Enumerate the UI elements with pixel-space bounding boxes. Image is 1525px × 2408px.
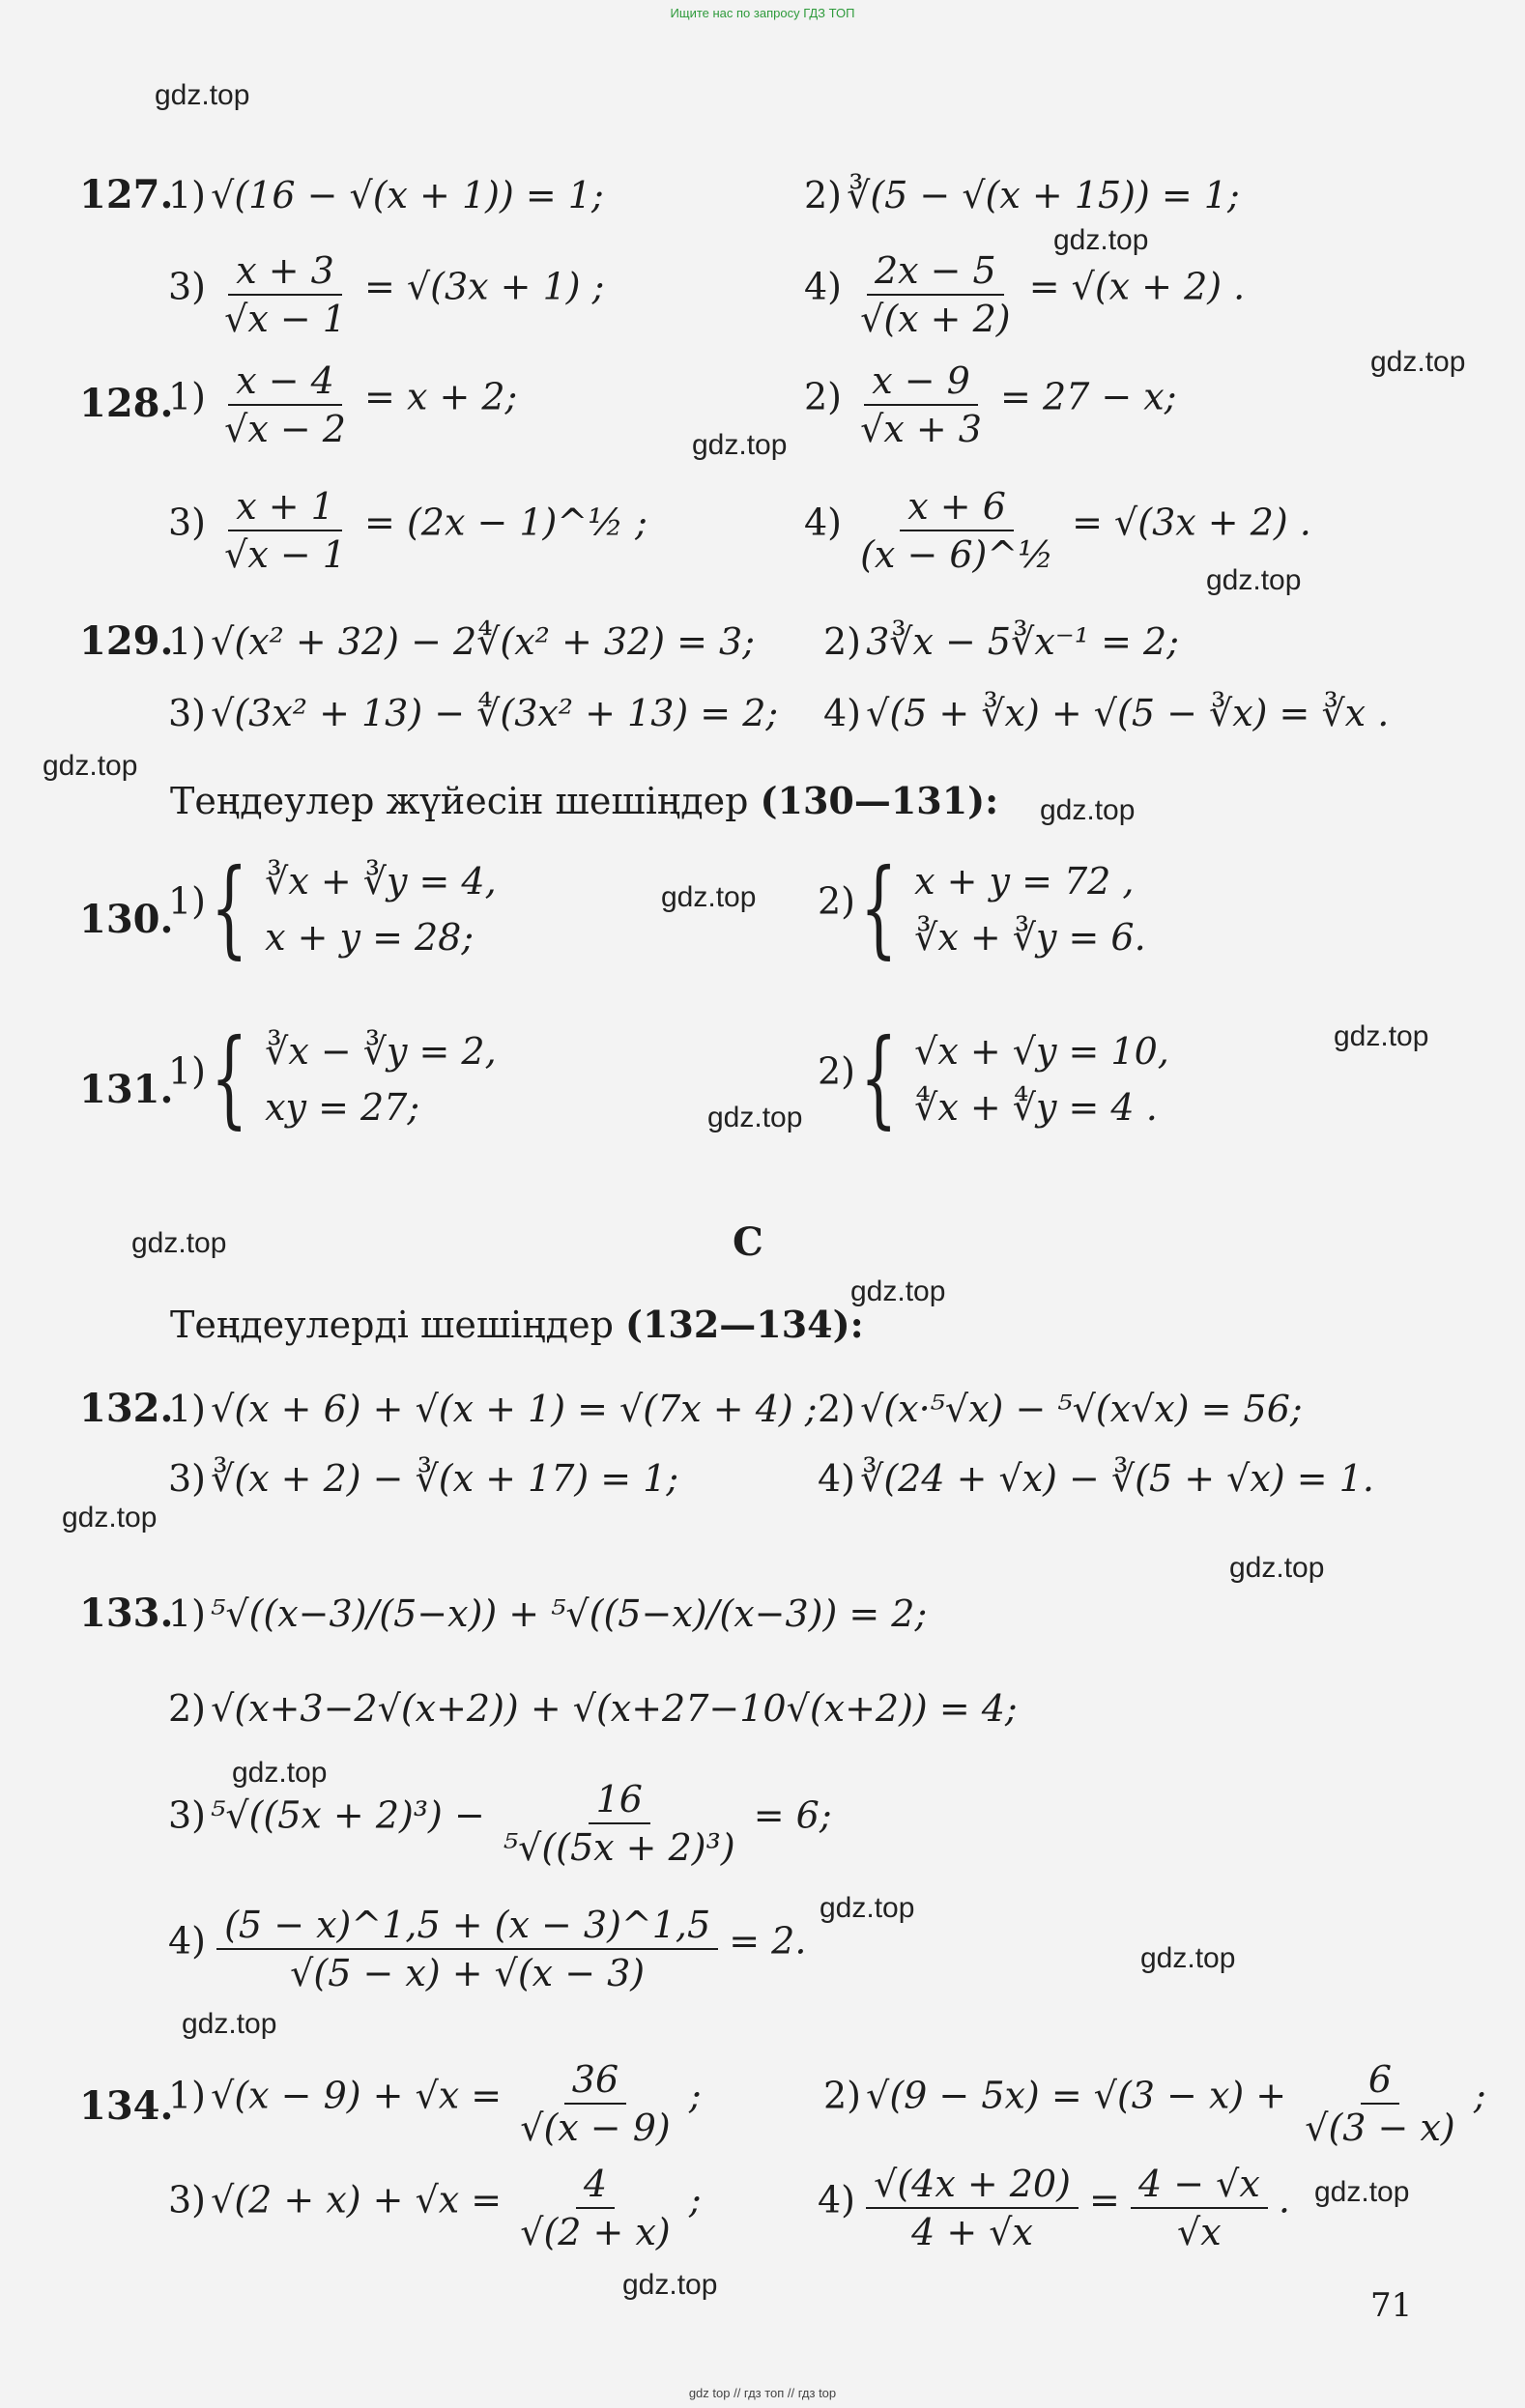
denominator: √x − 2 xyxy=(224,408,346,450)
part-label: 3) xyxy=(168,1457,207,1500)
numerator: (5 − x)^1,5 + (x − 3)^1,5 xyxy=(216,1904,718,1950)
heading-range: (130—131): xyxy=(760,779,999,822)
problem-number: 134. xyxy=(79,2083,174,2129)
watermark: gdz.top xyxy=(820,1892,915,1924)
section-heading xyxy=(170,1303,864,1346)
part-label: 1) xyxy=(168,2074,207,2117)
equation: ⁵√((x−3)/(5−x)) + ⁵√((5−x)/(x−3)) = 2; xyxy=(211,1592,928,1635)
problem-128-part-1 xyxy=(168,359,517,450)
equation: ∛(x + 2) − ∛(x + 17) = 1; xyxy=(211,1457,679,1500)
equation-rhs: ; xyxy=(688,2178,702,2222)
denominator: ⁵√((5x + 2)³) xyxy=(503,1826,735,1869)
denominator: √(3 − x) xyxy=(1305,2107,1455,2149)
problem-129-part-3 xyxy=(168,692,778,734)
problem-133-part-2 xyxy=(168,1687,1018,1730)
top-banner[interactable]: Ищите нас по запросу ГДЗ ТОП xyxy=(670,6,855,20)
problem-134-part-3 xyxy=(168,2163,702,2253)
problem-127-part-1 xyxy=(168,174,604,216)
part-label: 2) xyxy=(168,1687,207,1730)
fraction xyxy=(1297,2058,1462,2149)
watermark: gdz.top xyxy=(692,429,788,461)
problem-number: 127. xyxy=(79,172,174,217)
problem-number: 131. xyxy=(79,1067,174,1112)
part-label: 1) xyxy=(168,620,207,663)
equation: √(3x² + 13) − ∜(3x² + 13) = 2; xyxy=(211,692,779,734)
denominator: √(x + 2) xyxy=(860,298,1011,340)
part-label: 4) xyxy=(818,2178,856,2222)
problem-132-part-2 xyxy=(818,1388,1303,1430)
equation-rhs: ; xyxy=(688,2074,702,2117)
numerator: x + 6 xyxy=(900,485,1014,531)
watermark: gdz.top xyxy=(232,1757,328,1789)
watermark: gdz.top xyxy=(1314,2176,1410,2208)
equation: √(x − 9) + √x = xyxy=(211,2074,503,2117)
fraction xyxy=(852,359,990,450)
denominator: 4 + √x xyxy=(911,2211,1033,2253)
denominator: (x − 6)^½ xyxy=(860,533,1054,576)
problem-134-part-2 xyxy=(823,2058,1486,2149)
system-line: √x + √y = 10, xyxy=(914,1030,1169,1073)
watermark: gdz.top xyxy=(43,750,138,782)
problem-133-part-4 xyxy=(168,1904,806,1994)
equation-rhs: = √(3x + 1) ; xyxy=(364,265,605,308)
system-line: xy = 27; xyxy=(265,1086,420,1129)
numerator: x + 1 xyxy=(228,485,342,531)
part-label: 1) xyxy=(168,1592,207,1635)
denominator: √x − 1 xyxy=(224,298,346,340)
numerator: 2x − 5 xyxy=(867,249,1004,296)
denominator: √x − 1 xyxy=(224,533,346,576)
watermark: gdz.top xyxy=(707,1102,803,1133)
section-heading xyxy=(170,779,998,822)
equation-rhs: = 27 − x; xyxy=(1000,375,1177,418)
equation-system xyxy=(211,1016,497,1139)
equation-rhs: = (2x − 1)^½ ; xyxy=(364,501,647,544)
watermark: gdz.top xyxy=(850,1276,946,1307)
equation: √(5 + ∛x) + √(5 − ∛x) = ∛x . xyxy=(866,692,1390,734)
denominator: √x + 3 xyxy=(860,408,982,450)
equation-rhs: = √(3x + 2) . xyxy=(1072,501,1311,544)
equation: √(2 + x) + √x = xyxy=(211,2178,503,2222)
equation-rhs: = 6; xyxy=(753,1793,832,1837)
problem-130-part-1 xyxy=(168,846,497,969)
problem-134-part-1 xyxy=(168,2058,702,2149)
part-label: 2) xyxy=(818,1388,856,1430)
fraction xyxy=(496,1778,743,1869)
fraction xyxy=(866,2163,1079,2253)
numerator: x + 3 xyxy=(228,249,342,296)
footer-links[interactable]: gdz top // гдз топ // гдз top xyxy=(688,2386,837,2400)
system-line: x + y = 28; xyxy=(265,916,475,959)
part-label: 2) xyxy=(804,375,843,418)
equation-rhs: = 2. xyxy=(729,1919,807,1963)
equation: 3∛x − 5∛x⁻¹ = 2; xyxy=(866,620,1180,663)
numerator: x − 9 xyxy=(864,359,978,406)
watermark: gdz.top xyxy=(1229,1552,1325,1584)
problem-131-part-2 xyxy=(818,1016,1169,1139)
equation: ∛(24 + √x) − ∛(5 + √x) = 1. xyxy=(860,1457,1374,1500)
equation: √(9 − 5x) = √(3 − x) + xyxy=(866,2074,1287,2117)
numerator: 6 xyxy=(1361,2058,1399,2105)
numerator: x − 4 xyxy=(228,359,342,406)
system-line: x + y = 72 , xyxy=(914,860,1135,903)
section-letter: C xyxy=(733,1219,763,1265)
watermark: gdz.top xyxy=(182,2008,277,2040)
equation-rhs: = √(x + 2) . xyxy=(1028,265,1246,308)
watermark: gdz.top xyxy=(155,79,250,111)
equation: ∛(5 − √(x + 15)) = 1; xyxy=(847,174,1240,216)
problem-128-part-3 xyxy=(168,485,647,576)
equation: √(x·⁵√x) − ⁵√(x√x) = 56; xyxy=(860,1388,1303,1430)
fraction xyxy=(216,485,354,576)
part-label: 3) xyxy=(168,1793,207,1837)
problem-number: 130. xyxy=(79,897,174,942)
fraction xyxy=(216,249,354,340)
fraction xyxy=(852,249,1018,340)
watermark: gdz.top xyxy=(1206,564,1302,596)
problem-133-part-3 xyxy=(168,1778,832,1869)
watermark: gdz.top xyxy=(62,1502,158,1534)
watermark: gdz.top xyxy=(1334,1020,1429,1052)
problem-133-part-1 xyxy=(168,1592,927,1635)
part-label: 4) xyxy=(804,501,843,544)
watermark: gdz.top xyxy=(1040,794,1136,826)
system-line: ∛x + ∛y = 4, xyxy=(265,860,497,903)
system-line: ∜x + ∜y = 4 . xyxy=(914,1086,1158,1129)
numerator: 4 − √x xyxy=(1131,2163,1268,2209)
fraction xyxy=(852,485,1061,576)
problem-132-part-3 xyxy=(168,1457,678,1500)
fraction xyxy=(216,359,354,450)
system-line: ∛x − ∛y = 2, xyxy=(265,1030,497,1073)
problem-number: 133. xyxy=(79,1591,174,1636)
part-label: 1) xyxy=(168,1049,207,1093)
problem-number: 132. xyxy=(79,1386,174,1431)
fraction xyxy=(512,2163,677,2253)
part-label: 3) xyxy=(168,501,207,544)
heading-text: Теңдеулер жүйесін шешіңдер xyxy=(170,780,749,822)
equation-rhs: = x + 2; xyxy=(364,375,518,418)
watermark: gdz.top xyxy=(1053,224,1149,256)
problem-132-part-4 xyxy=(818,1457,1374,1500)
part-label: 2) xyxy=(804,174,843,216)
problem-127-part-3 xyxy=(168,249,604,340)
fraction xyxy=(512,2058,677,2149)
problem-132-part-1 xyxy=(168,1388,818,1430)
page-number: 71 xyxy=(1370,2286,1413,2325)
equation-rhs: . xyxy=(1278,2178,1290,2222)
part-label: 2) xyxy=(823,2074,862,2117)
problem-128-part-2 xyxy=(804,359,1177,450)
system-brace: { xyxy=(860,846,898,969)
problem-number: 128. xyxy=(79,381,174,426)
numerator: √(4x + 20) xyxy=(866,2163,1079,2209)
system-brace: { xyxy=(211,846,248,969)
part-label: 3) xyxy=(168,265,207,308)
part-label: 3) xyxy=(168,2178,207,2222)
part-label: 1) xyxy=(168,174,207,216)
denominator: √x xyxy=(1177,2211,1222,2253)
part-label: 4) xyxy=(823,692,862,734)
problem-130-part-2 xyxy=(818,846,1146,969)
problem-129-part-1 xyxy=(168,620,755,663)
equation-system xyxy=(860,846,1146,969)
system-brace: { xyxy=(211,1016,248,1139)
part-label: 1) xyxy=(168,1388,207,1430)
part-label: 4) xyxy=(818,1457,856,1500)
denominator: √(2 + x) xyxy=(520,2211,671,2253)
part-label: 1) xyxy=(168,375,207,418)
equation: √(16 − √(x + 1)) = 1; xyxy=(211,174,604,216)
equation-system xyxy=(211,846,497,969)
problem-129-part-2 xyxy=(823,620,1179,663)
watermark: gdz.top xyxy=(1370,346,1466,378)
problem-number: 129. xyxy=(79,618,174,664)
heading-text: Теңдеулерді шешіңдер xyxy=(170,1304,614,1346)
fraction xyxy=(216,1904,718,1994)
equation: √(x + 6) + √(x + 1) = √(7x + 4) ; xyxy=(211,1388,818,1430)
heading-range: (132—134): xyxy=(625,1303,864,1346)
equation: √(x+3−2√(x+2)) + √(x+27−10√(x+2)) = 4; xyxy=(211,1687,1018,1730)
watermark: gdz.top xyxy=(131,1227,227,1259)
system-brace: { xyxy=(860,1016,898,1139)
problem-134-part-4 xyxy=(818,2163,1290,2253)
watermark: gdz.top xyxy=(622,2269,718,2301)
problem-129-part-4 xyxy=(823,692,1389,734)
fraction xyxy=(1131,2163,1268,2253)
system-line: ∛x + ∛y = 6. xyxy=(914,916,1146,959)
numerator: 36 xyxy=(564,2058,626,2105)
numerator: 16 xyxy=(589,1778,650,1824)
part-label: 2) xyxy=(818,879,856,923)
problem-131-part-1 xyxy=(168,1016,497,1139)
watermark: gdz.top xyxy=(661,881,757,913)
denominator: √(5 − x) + √(x − 3) xyxy=(290,1952,646,1994)
part-label: 2) xyxy=(823,620,862,663)
part-label: 3) xyxy=(168,692,207,734)
equation: √(x² + 32) − 2∜(x² + 32) = 3; xyxy=(211,620,756,663)
part-label: 1) xyxy=(168,879,207,923)
equals-sign: = xyxy=(1089,2178,1120,2222)
watermark: gdz.top xyxy=(1140,1942,1236,1974)
denominator: √(x − 9) xyxy=(520,2107,671,2149)
part-label: 4) xyxy=(804,265,843,308)
problem-127-part-2 xyxy=(804,174,1240,216)
equation-rhs: ; xyxy=(1473,2074,1486,2117)
part-label: 4) xyxy=(168,1919,207,1963)
part-label: 2) xyxy=(818,1049,856,1093)
problem-127-part-4 xyxy=(804,249,1245,340)
numerator: 4 xyxy=(576,2163,615,2209)
equation: ⁵√((5x + 2)³) − xyxy=(211,1793,485,1837)
problem-128-part-4 xyxy=(804,485,1311,576)
equation-system xyxy=(860,1016,1169,1139)
